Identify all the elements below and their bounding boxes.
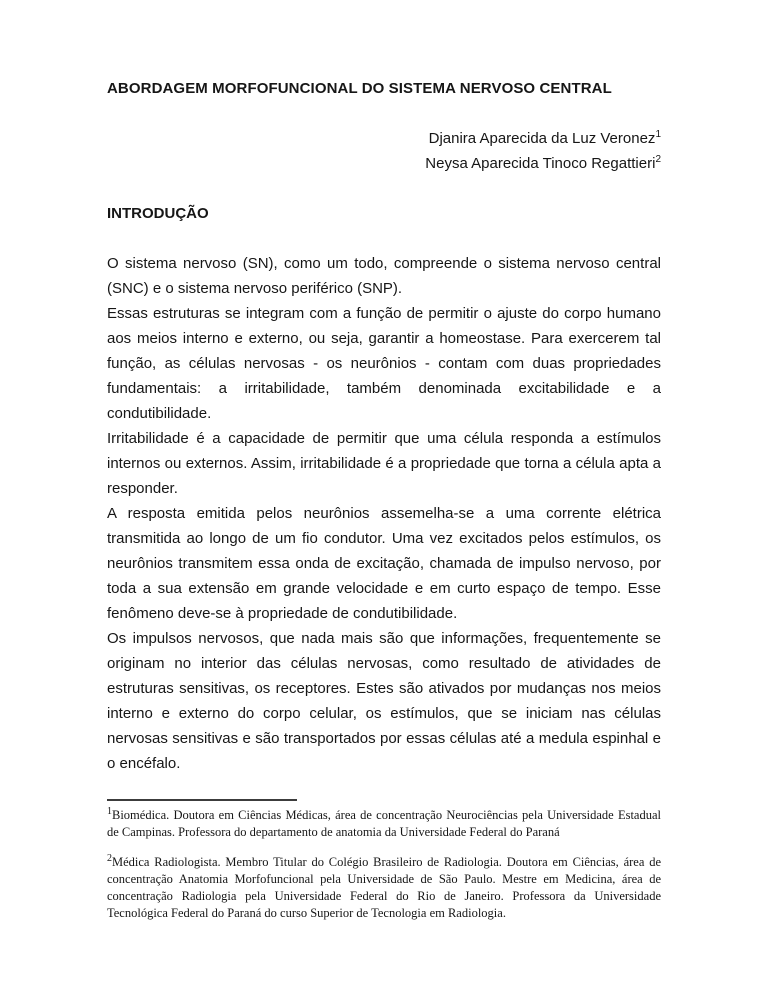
- body-paragraph: A resposta emitida pelos neurônios assemelha-se a uma corrente elétrica transmitida ao longo de um fio condutor. Uma vez excitados pelos estímulos, os neurônios transmitem essa onda de excitação, chamada de impulso nervoso, por toda a sua extensão em grande velocidade e em curto espaço de tempo. Esse fenômeno deve-se à propriedade de condutibilidade.: [107, 505, 661, 622]
- author-line: [107, 126, 661, 151]
- footnote: [107, 854, 661, 922]
- footnote-area: [107, 799, 661, 922]
- author-line: [107, 151, 661, 176]
- footnote: [107, 807, 661, 841]
- footnote-text: Biomédica. Doutora em Ciências Médicas, área de concentração Neurociências pela Universidade Estadual de Campinas. Professora do departamento de anatomia da Universidade Federal do Paraná: [107, 808, 661, 839]
- section-heading-introducao: INTRODUÇÃO: [107, 205, 209, 222]
- author-name: Neysa Aparecida Tinoco Regattieri: [425, 155, 656, 172]
- body-paragraph: Essas estruturas se integram com a função de permitir o ajuste do corpo humano aos meios interno e externo, ou seja, garantir a homeostase. Para exercerem tal função, as células nervosas - os neurônios - contam com duas propriedades fundamentais: a irritabilidade, também denominada excitabilidade e a condutibilidade.: [107, 305, 661, 422]
- author-block: [107, 126, 661, 176]
- footnote-ref-marker: 1: [655, 129, 661, 140]
- footnote-ref-marker: 2: [655, 154, 661, 165]
- footnote-marker: 2: [107, 852, 112, 864]
- body-paragraph: O sistema nervoso (SN), como um todo, compreende o sistema nervoso central (SNC) e o sistema nervoso periférico (SNP).: [107, 255, 661, 297]
- author-name: Djanira Aparecida da Luz Veronez: [428, 130, 656, 147]
- document-title: ABORDAGEM MORFOFUNCIONAL DO SISTEMA NERVOSO CENTRAL: [107, 80, 612, 97]
- article-body: [107, 251, 661, 776]
- body-paragraph: Irritabilidade é a capacidade de permitir que uma célula responda a estímulos internos ou externos. Assim, irritabilidade é a propriedade que torna a célula apta a responder.: [107, 430, 661, 497]
- footnote-text: Médica Radiologista. Membro Titular do Colégio Brasileiro de Radiologia. Doutora em Ciências, área de concentração Anatomia Morfofuncional pela Universidade de São Paulo. Mestre em Medicina, área de concentração Radiologia pela Universidade Federal do Rio de Janeiro. Professora da Universidade Tecnológica Federal do Paraná do curso Superior de Tecnologia em Radiologia.: [107, 855, 661, 920]
- body-paragraph: Os impulsos nervosos, que nada mais são que informações, frequentemente se originam no interior das células nervosas, como resultado de atividades de estruturas sensitivas, os receptores. Estes são ativados por mudanças nos meios interno e externo do corpo celular, os estímulos, que se iniciam nas células nervosas sensitivas e são transportados por essas células até a medula espinhal e o encéfalo.: [107, 630, 661, 772]
- footnote-separator-rule: [107, 799, 297, 801]
- footnote-marker: 1: [107, 805, 112, 817]
